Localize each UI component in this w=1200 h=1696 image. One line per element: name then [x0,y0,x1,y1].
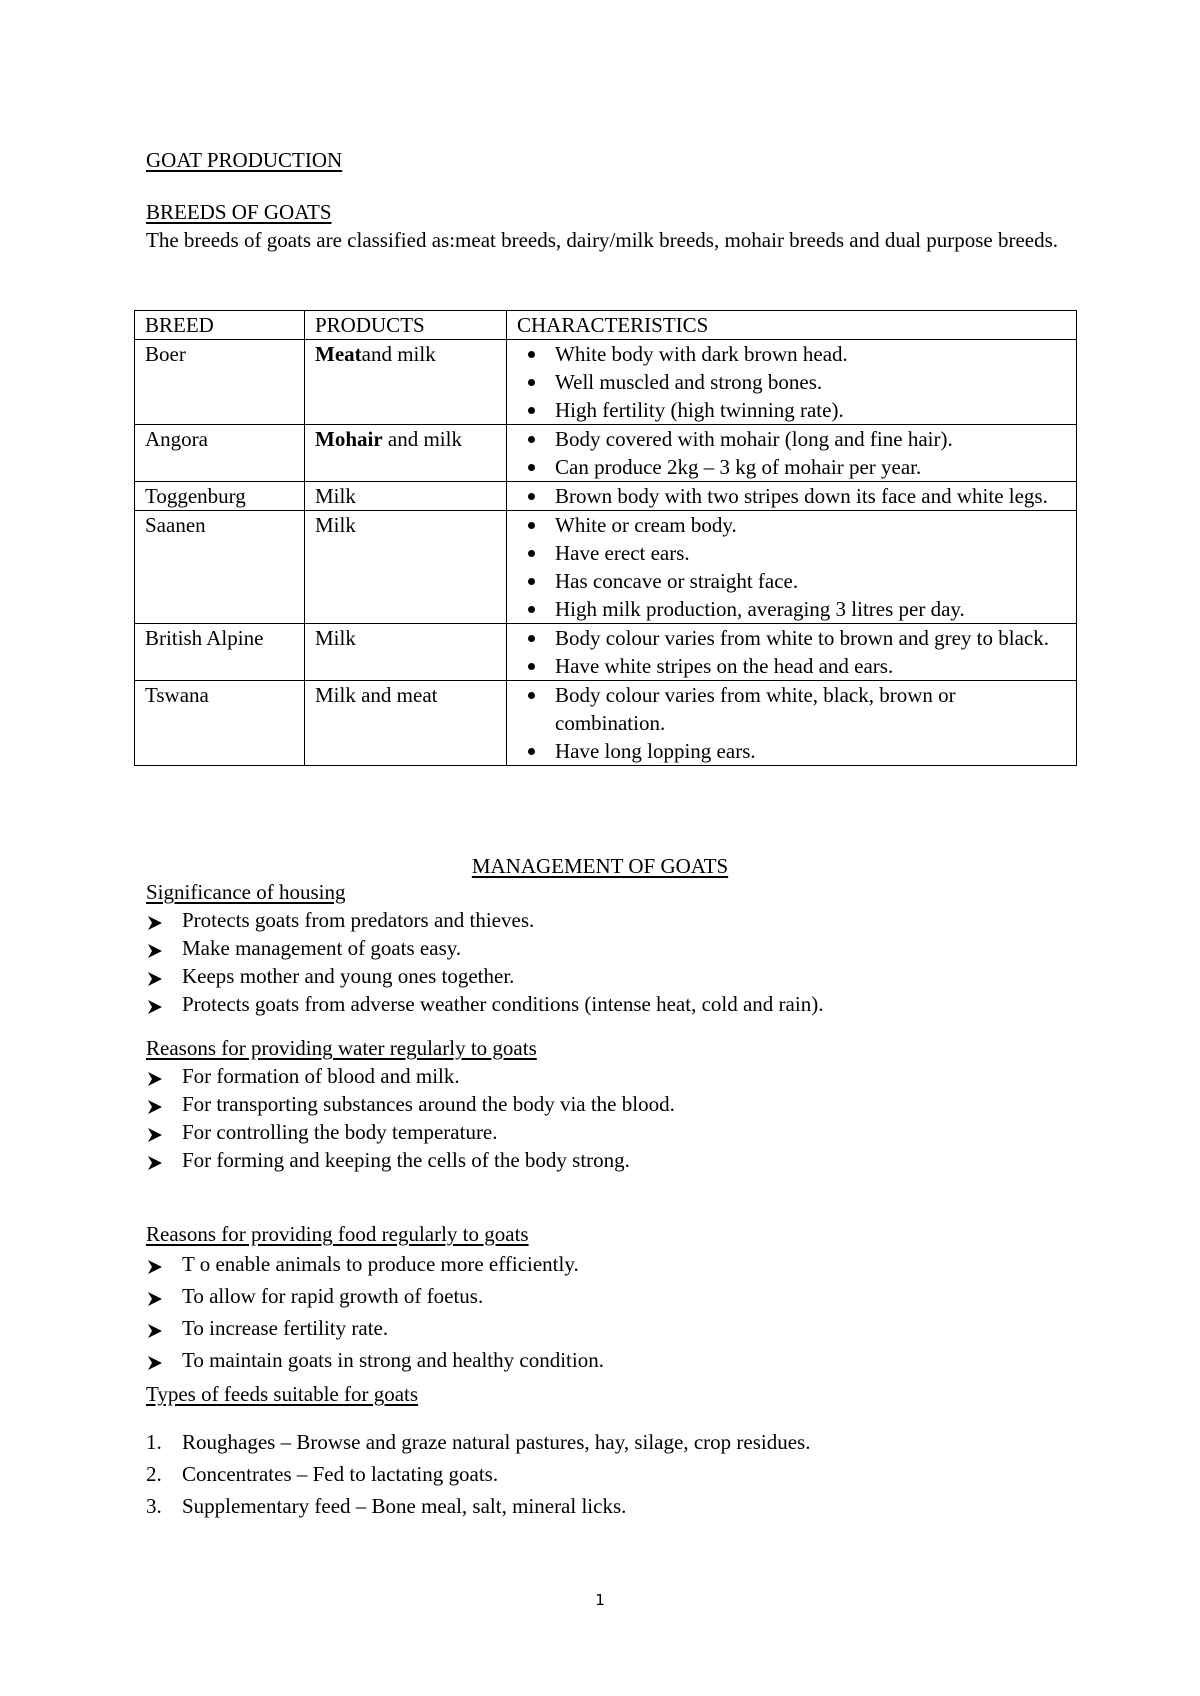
feed-item-number: 3. [146,1494,162,1518]
characteristics-cell [507,425,1077,482]
arrowhead-bullet-icon [146,995,164,1013]
food-list [146,1248,1106,1376]
breed-cell: Boer [135,340,305,425]
characteristics-cell [507,482,1077,511]
water-section [146,1034,1106,1174]
arrowhead-bullet-icon [146,1317,164,1335]
characteristic-item: Has concave or straight face. [517,567,1068,595]
feed-item-number: 1. [146,1430,162,1454]
arrowhead-bullet-icon [146,1349,164,1367]
arrowhead-bullet-icon [146,1253,164,1271]
arrowhead-bullet-icon [146,939,164,957]
product-secondary: Milk [315,484,356,508]
characteristic-item: High fertility (high twinning rate). [517,396,1068,424]
list-item-text: To maintain goats in strong and healthy condition. [182,1348,604,1372]
feed-item-text: Supplementary feed – Bone meal, salt, mineral licks. [182,1494,627,1518]
characteristics-list [517,340,1068,424]
list-item-text: For formation of blood and milk. [182,1064,460,1088]
list-item-text: Protects goats from adverse weather conditions (intense heat, cold and rain). [182,992,824,1016]
arrowhead-bullet-icon [146,1123,164,1141]
water-list [146,1062,1106,1174]
list-item [146,1118,1106,1146]
list-item [146,906,1106,934]
product-secondary: and milk [382,427,462,451]
table-row [135,482,1077,511]
housing-heading: Significance of housing [146,880,346,904]
characteristics-list [517,681,1068,765]
header-products: PRODUCTS [305,311,507,340]
water-heading: Reasons for providing water regularly to goats [146,1036,537,1060]
feeds-heading: Types of feeds suitable for goats [146,1382,419,1406]
food-section [146,1220,1106,1376]
management-heading: MANAGEMENT OF GOATS [471,854,729,878]
product-primary: Mohair [315,427,383,451]
characteristic-item: Have erect ears. [517,539,1068,567]
characteristics-cell [507,624,1077,681]
table-header-row [135,311,1077,340]
list-item [146,1280,1106,1312]
list-item [146,1312,1106,1344]
breeds-heading: BREEDS OF GOATS [146,200,332,224]
table-row [135,681,1077,766]
characteristic-item: Can produce 2kg – 3 kg of mohair per year. [517,453,1068,481]
list-item [146,962,1106,990]
breed-cell: Saanen [135,511,305,624]
characteristic-item: High milk production, averaging 3 litres per day. [517,595,1068,623]
document-title: GOAT PRODUCTION [146,148,343,172]
list-item-text: T o enable animals to produce more efficiently. [182,1252,579,1276]
products-cell [305,482,507,511]
products-cell [305,624,507,681]
characteristics-list [517,624,1068,680]
list-item [146,1090,1106,1118]
header-breed: BREED [135,311,305,340]
feed-item [146,1490,1106,1522]
breeds-table [134,310,1077,766]
products-cell [305,681,507,766]
breed-cell: Angora [135,425,305,482]
list-item-text: For forming and keeping the cells of the body strong. [182,1148,630,1172]
products-cell [305,425,507,482]
products-cell [305,340,507,425]
breeds-table-body [135,340,1077,766]
feed-item [146,1458,1106,1490]
product-secondary: Milk [315,513,356,537]
page-number: 1 [595,1591,605,1609]
characteristic-item: Body colour varies from white, black, brown or combination. [517,681,1068,737]
feeds-section [146,1380,1106,1522]
table-row [135,624,1077,681]
product-secondary: Milk [315,626,356,650]
characteristics-cell [507,511,1077,624]
list-item-text: For transporting substances around the body via the blood. [182,1092,675,1116]
list-item [146,1146,1106,1174]
product-secondary: Milk and meat [315,683,438,707]
arrowhead-bullet-icon [146,911,164,929]
arrowhead-bullet-icon [146,1067,164,1085]
arrowhead-bullet-icon [146,967,164,985]
list-item [146,1344,1106,1376]
list-item [146,934,1106,962]
table-row [135,425,1077,482]
characteristics-cell [507,681,1077,766]
list-item [146,1248,1106,1280]
housing-list [146,906,1106,1018]
characteristic-item: Body covered with mohair (long and fine hair). [517,425,1068,453]
header-characteristics: CHARACTERISTICS [507,311,1077,340]
characteristics-list [517,511,1068,623]
characteristics-list [517,425,1068,481]
characteristic-item: White body with dark brown head. [517,340,1068,368]
arrowhead-bullet-icon [146,1151,164,1169]
feed-item-text: Roughages – Browse and graze natural pastures, hay, silage, crop residues. [182,1430,811,1454]
products-cell [305,511,507,624]
list-item [146,990,1106,1018]
product-primary: Meat [315,342,362,366]
table-row [135,340,1077,425]
breeds-intro: The breeds of goats are classified as:meat breeds, dairy/milk breeds, mohair breeds and dual purpose breeds. [146,228,1059,252]
feeds-list [146,1426,1106,1522]
list-item-text: Protects goats from predators and thieves. [182,908,535,932]
arrowhead-bullet-icon [146,1095,164,1113]
list-item-text: Keeps mother and young ones together. [182,964,515,988]
table-row [135,511,1077,624]
food-heading: Reasons for providing food regularly to goats [146,1222,529,1246]
characteristic-item: Have long lopping ears. [517,737,1068,765]
breed-cell: British Alpine [135,624,305,681]
feed-item-text: Concentrates – Fed to lactating goats. [182,1462,499,1486]
characteristic-item: White or cream body. [517,511,1068,539]
characteristic-item: Body colour varies from white to brown and grey to black. [517,624,1068,652]
list-item [146,1062,1106,1090]
feed-item [146,1426,1106,1458]
product-secondary: and milk [361,342,436,366]
breed-cell: Tswana [135,681,305,766]
list-item-text: To increase fertility rate. [182,1316,389,1340]
characteristic-item: Well muscled and strong bones. [517,368,1068,396]
characteristic-item: Have white stripes on the head and ears. [517,652,1068,680]
breed-cell: Toggenburg [135,482,305,511]
feed-item-number: 2. [146,1462,162,1486]
list-item-text: For controlling the body temperature. [182,1120,498,1144]
list-item-text: Make management of goats easy. [182,936,462,960]
characteristic-item: Brown body with two stripes down its face and white legs. [517,482,1068,510]
arrowhead-bullet-icon [146,1285,164,1303]
list-item-text: To allow for rapid growth of foetus. [182,1284,484,1308]
characteristics-list [517,482,1068,510]
housing-section [146,878,1106,1018]
characteristics-cell [507,340,1077,425]
